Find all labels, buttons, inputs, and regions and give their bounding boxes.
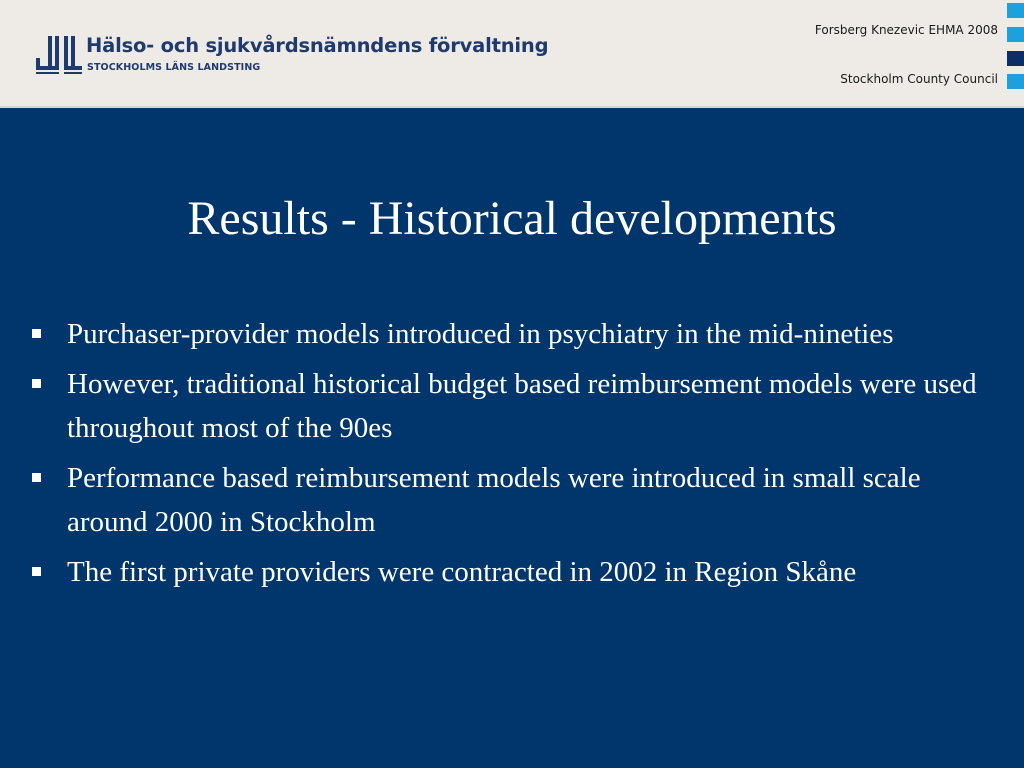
bullet-item [30,312,1000,356]
header-organization: Stockholm County Council [840,72,998,86]
bullet-text: Performance based reimbursement models were introduced in small scale around 2000 in Stockholm [67,462,921,538]
bullet-item [30,456,1000,544]
sll-logo [36,34,549,78]
bullet-text: The first private providers were contracted in 2002 in Region Skåne [67,556,857,588]
bullet-text: Purchaser-provider models introduced in psychiatry in the mid-nineties [67,318,894,350]
logo-title: Hälso- och sjukvårdsnämndens förvaltning [86,34,549,57]
bullet-list [30,312,1000,600]
bullet-item [30,362,1000,450]
decorative-square [1007,51,1024,66]
sll-logo-icon [36,36,82,74]
decorative-square [1007,3,1024,18]
bullet-item [30,550,1000,594]
slide-header [0,0,1024,108]
bullet-text: However, traditional historical budget based reimbursement models were used throughout most of the 90es [67,368,977,444]
logo-subtitle: STOCKHOLMS LÄNS LANDSTING [87,62,261,73]
square-bullet-icon [32,567,41,576]
square-bullet-icon [32,473,41,482]
decorative-squares [1007,0,1024,96]
square-bullet-icon [32,329,41,338]
decorative-square [1007,27,1024,42]
slide-title: Results - Historical developments [187,192,837,245]
decorative-square [1007,74,1024,89]
square-bullet-icon [32,379,41,388]
header-author-event: Forsberg Knezevic EHMA 2008 [814,23,998,37]
